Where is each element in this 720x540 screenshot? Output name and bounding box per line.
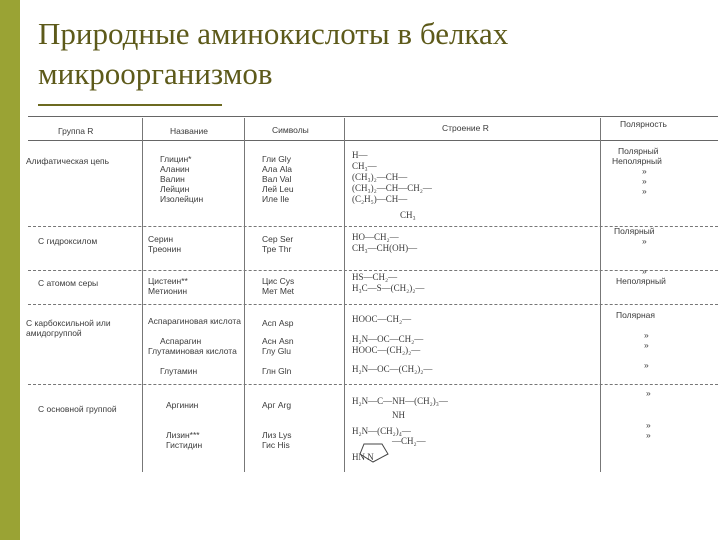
amino-symbol: Глу Glu <box>262 346 291 356</box>
structure-formula: H₂N—OC—(CH₂)₂— <box>352 364 433 374</box>
polarity-value: » <box>642 236 647 246</box>
amino-symbol: Вал Val <box>262 174 292 184</box>
row-group: С основной группой <box>38 404 117 414</box>
row-group: Алифатическая цепь <box>26 156 110 166</box>
amino-name: Аспарагиновая кислота <box>148 316 241 326</box>
polarity-value: Полярная <box>616 310 655 320</box>
column-divider <box>600 118 601 472</box>
polarity-value: Полярный <box>618 146 659 156</box>
polarity-value: » <box>642 176 647 186</box>
imidazole-ring-drawing <box>358 440 398 464</box>
structure-formula: HOOC—(CH₂)₂— <box>352 345 421 355</box>
structure-formula: H₂N—(CH₂)₄— <box>352 426 411 436</box>
amino-symbol: Гис His <box>262 440 290 450</box>
column-divider <box>344 118 345 472</box>
amino-symbol: Лей Leu <box>262 184 294 194</box>
header-name: Название <box>170 126 208 136</box>
amino-symbol: Мет Met <box>262 286 295 296</box>
structure-formula: HO—CH₂— <box>352 232 399 242</box>
structure-formula: —CH₂— <box>392 436 426 446</box>
structure-formula: (CH₃)₂—CH—CH₂— <box>352 183 432 193</box>
slide-title: Природные аминокислоты в белках микроорганизмов <box>38 16 509 91</box>
structure-formula: (CH₃)₂—CH— <box>352 172 408 182</box>
polarity-value: » <box>642 186 647 196</box>
structure-formula: NH <box>392 410 405 420</box>
amino-symbol: Гли Gly <box>262 154 291 164</box>
amino-symbol: Арг Arg <box>262 400 292 410</box>
polarity-value: » <box>642 266 647 276</box>
amino-name: Глутаминовая кислота <box>148 346 237 356</box>
polarity-value: Неполярный <box>616 276 666 286</box>
row-divider <box>28 304 718 305</box>
structure-formula: HOOC—CH₂— <box>352 314 412 324</box>
row-group: С карбоксильной или амидогруппой <box>26 318 111 338</box>
amino-symbol: Лиз Lys <box>262 430 292 440</box>
header-bottom-rule <box>28 140 718 141</box>
amino-name: Глутамин <box>160 366 198 376</box>
amino-symbol: Глн Gln <box>262 366 292 376</box>
amino-name: Аспарагин <box>160 336 202 346</box>
amino-acid-table <box>22 104 720 479</box>
header-symbols: Символы <box>272 125 309 135</box>
structure-formula: CH₃—CH(OH)— <box>352 243 418 253</box>
amino-symbol: Цис Cys <box>262 276 295 286</box>
column-divider <box>142 118 143 472</box>
row-divider <box>28 384 718 385</box>
structure-formula: H₃C—S—(CH₂)₂— <box>352 283 425 293</box>
header-structure: Строение R <box>442 123 489 133</box>
amino-symbol: Иле Ile <box>262 194 290 204</box>
amino-name: Серин <box>148 234 174 244</box>
polarity-value: » <box>642 166 647 176</box>
slide-accent-bar <box>0 0 20 540</box>
polarity-value: » <box>644 340 649 350</box>
polarity-value: » <box>644 330 649 340</box>
structure-formula: HN N <box>352 452 374 462</box>
structure-formula: H₂N—OC—CH₂— <box>352 334 424 344</box>
structure-formula: H— <box>352 150 368 160</box>
header-polarity: Полярность <box>620 119 667 129</box>
amino-symbol: Сер Ser <box>262 234 294 244</box>
header-top-rule <box>28 116 718 117</box>
structure-formula: CH₃ <box>400 210 416 220</box>
header-group: Группа R <box>58 126 94 136</box>
amino-symbol: Ала Ala <box>262 164 293 174</box>
structure-formula: H₂N—C—NH—(CH₂)₃— <box>352 396 448 406</box>
row-group: С атомом серы <box>38 278 99 288</box>
structure-formula: CH₃— <box>352 161 377 171</box>
amino-name: Лейцин <box>160 184 190 194</box>
amino-symbol: Асп Asp <box>262 318 294 328</box>
polarity-value: » <box>646 420 651 430</box>
amino-name: Аргинин <box>166 400 199 410</box>
amino-name: Изолейцин <box>160 194 204 204</box>
amino-name: Аланин <box>160 164 190 174</box>
amino-name: Валин <box>160 174 185 184</box>
amino-name: Гистидин <box>166 440 203 450</box>
amino-symbol: Тре Thr <box>262 244 292 254</box>
amino-name: Метионин <box>148 286 188 296</box>
amino-name: Лизин*** <box>166 430 200 440</box>
column-divider <box>244 118 245 472</box>
amino-name: Глицин* <box>160 154 192 164</box>
structure-formula: (C₂H₅)—CH— <box>352 194 408 204</box>
polarity-value: » <box>646 388 651 398</box>
row-divider <box>28 270 718 271</box>
structure-formula: HS—CH₂— <box>352 272 398 282</box>
polarity-value: Полярный <box>614 226 655 236</box>
amino-symbol: Асн Asn <box>262 336 294 346</box>
row-group: С гидроксилом <box>38 236 98 246</box>
polarity-value: » <box>646 430 651 440</box>
polarity-value: » <box>644 360 649 370</box>
amino-name: Цистеин** <box>148 276 188 286</box>
polarity-value: Неполярный <box>612 156 662 166</box>
amino-name: Треонин <box>148 244 182 254</box>
